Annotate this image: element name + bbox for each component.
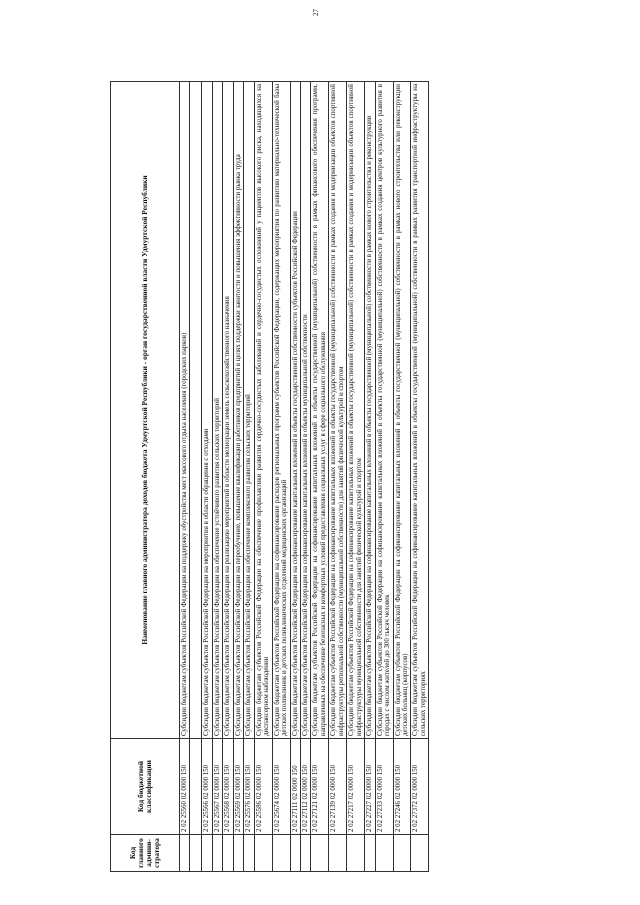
cell-admin-code: [254, 835, 272, 872]
cell-budget-code: 2 02 27121 02 0000 150: [311, 739, 329, 835]
cell-name: Субсидии бюджетам субъектов Российской Федерации на софинансирование капитальных вложений в объекты государственной (муниципальной) собственности в рамках создания и модернизации объектов спортивной инфраструктуры региональной собственности (муниципальной собственности) для занятий физической культурой и спортом: [329, 82, 347, 739]
cell-admin-code: [411, 835, 429, 872]
header-admin-code: Код главного админи-стратора: [111, 835, 180, 872]
rotated-table-container: [110, 82, 535, 872]
cell-admin-code: [365, 835, 375, 872]
table-header-row: [111, 82, 180, 872]
cell-name: Субсидии бюджетам субъектов Российской Федерации на софинансирование капитальных вложений в объекты государственной (муниципальной) собственности в рамках финансового обеспечения программ, направленных на обеспечение безопасных и комфортных условий предоставления социальных услуг в сфере социального обслуживания: [311, 82, 329, 739]
cell-name: Субсидии бюджетам субъектов Российской Федерации на переобучение, повышение квалификации работников предприятий в целях поддержки занятости и повышения эффективности рынка труда: [233, 82, 243, 739]
cell-budget-code: 2 02 27112 02 0000 150: [300, 739, 310, 835]
table-row: [233, 82, 243, 872]
cell-admin-code: [300, 835, 310, 872]
table-row: [290, 82, 300, 872]
cell-budget-code: 2 02 27111 02 0000 150: [290, 739, 300, 835]
header-budget-code: Код бюджетной классификации: [111, 739, 180, 835]
cell-budget-code: 2 02 27246 02 0000 150: [393, 739, 411, 835]
cell-admin-code: [347, 835, 365, 872]
cell-budget-code: [190, 739, 202, 835]
cell-budget-code: 2 02 25566 02 0000 150: [202, 739, 212, 835]
cell-admin-code: [244, 835, 254, 872]
cell-name: Субсидии бюджетам субъектов Российской Федерации на реализацию мероприятий в области мелиорации земель сельскохозяйственного назначения: [223, 82, 233, 739]
cell-name: Субсидии бюджетам субъектов Российской Федерации на софинансирование капитальных вложений в объекты государственной (муниципальной) собственности в рамках нового строительства и реконструкции: [365, 82, 375, 739]
cell-budget-code: 2 02 25674 02 0000 150: [272, 739, 290, 835]
table-row: [329, 82, 347, 872]
cell-budget-code: 2 02 27227 02 0000 150: [365, 739, 375, 835]
cell-budget-code: 2 02 25576 02 0000 150: [244, 739, 254, 835]
cell-budget-code: 2 02 27139 02 0000 150: [329, 739, 347, 835]
cell-admin-code: [393, 835, 411, 872]
cell-admin-code: [375, 835, 393, 872]
cell-name: Субсидии бюджетам субъектов Российской Федерации на софинансирование капитальных вложений в объекты государственной (муниципальной) собственности в рамках создания и модернизации объектов спортивной инфраструктуры муниципальной собственности для занятий физической культурой и спортом: [347, 82, 365, 739]
cell-name: Субсидии бюджетам субъектов Российской Федерации на софинансирование капитальных вложений в объекты муниципальной собственности: [300, 82, 310, 739]
table-row: [254, 82, 272, 872]
table-row: [365, 82, 375, 872]
cell-admin-code: [329, 835, 347, 872]
table-row: [375, 82, 393, 872]
table-row: [272, 82, 290, 872]
table-row: [212, 82, 222, 872]
cell-name: [190, 82, 202, 739]
cell-budget-code: 2 02 25567 02 0000 150: [212, 739, 222, 835]
cell-name: Субсидии бюджетам субъектов Российской Федерации на мероприятия в области обращения с отходами: [202, 82, 212, 739]
cell-name: Субсидии бюджетам субъектов Российской Федерации на обеспечение устойчивого развития сельских территорий: [212, 82, 222, 739]
cell-budget-code: 2 02 25569 02 0000 150: [233, 739, 243, 835]
header-name: Наименование главного администратора доходов бюджета Удмуртской Республики - орган государственной власти Удмуртской Республики: [111, 82, 180, 739]
cell-budget-code: 2 02 27233 02 0000 150: [375, 739, 393, 835]
table-body: [180, 82, 429, 872]
cell-budget-code: 2 02 27372 02 0000 150: [411, 739, 429, 835]
cell-admin-code: [190, 835, 202, 872]
table-row: [393, 82, 411, 872]
table-row: [190, 82, 202, 872]
table-row: [180, 82, 190, 872]
cell-admin-code: [272, 835, 290, 872]
cell-name: Субсидии бюджетам субъектов Российской Федерации на обеспечение комплексного развития сельских территорий: [244, 82, 254, 739]
cell-budget-code: 2 02 25568 02 0000 150: [223, 739, 233, 835]
cell-name: Субсидии бюджетам субъектов Российской Федерации на поддержку обустройства мест массового отдыха населения (городских парков): [180, 82, 190, 739]
cell-admin-code: [233, 835, 243, 872]
cell-name: Субсидии бюджетам субъектов Российской Федерации на софинансирование капитальных вложений в объекты государственной собственности субъектов Российской Федерации: [290, 82, 300, 739]
cell-name: Субсидии бюджетам субъектов Российской Федерации на софинансирование расходов региональных программ субъектов Российской Федерации, содержащих мероприятия по развитию материально-технической базы детских поликлиник и детских поликлинических отделений медицинских организаций: [272, 82, 290, 739]
cell-name: Субсидии бюджетам субъектов Российской Федерации на обеспечение профилактики развития сердечно-сосудистых заболеваний и сердечно-сосудистых осложнений у пациентов высокого риска, находящихся на диспансерном наблюдении: [254, 82, 272, 739]
cell-admin-code: [212, 835, 222, 872]
table-row: [223, 82, 233, 872]
cell-name: Субсидии бюджетам субъектов Российской Федерации на софинансирование капитальных вложений в объекты государственной (муниципальной) собственности в рамках развития транспортной инфраструктуры на сельских территориях: [411, 82, 429, 739]
cell-budget-code: 2 02 27217 02 0000 150: [347, 739, 365, 835]
cell-name: Субсидии бюджетам субъектов Российской Федерации на софинансирование капитальных вложений в объекты государственной (муниципальной) собственности в рамках нового строительства или реконструкции детских больниц (корпусов): [393, 82, 411, 739]
cell-budget-code: 2 02 25560 02 0000 150: [180, 739, 190, 835]
cell-admin-code: [311, 835, 329, 872]
cell-name: Субсидии бюджетам субъектов Российской Федерации на софинансирование капитальных вложений в объекты государственной (муниципальной) собственности в рамках создания центров культурного развития в городах с числом жителей до 300 тысяч человек: [375, 82, 393, 739]
cell-admin-code: [290, 835, 300, 872]
cell-budget-code: 2 02 25586 02 0000 150: [254, 739, 272, 835]
table-row: [300, 82, 310, 872]
table-row: [411, 82, 429, 872]
revenue-admin-table: [110, 81, 429, 872]
table-row: [311, 82, 329, 872]
page-number: 27: [312, 9, 320, 16]
cell-admin-code: [202, 835, 212, 872]
cell-admin-code: [223, 835, 233, 872]
table-row: [202, 82, 212, 872]
table-row: [347, 82, 365, 872]
table-row: [244, 82, 254, 872]
cell-admin-code: [180, 835, 190, 872]
